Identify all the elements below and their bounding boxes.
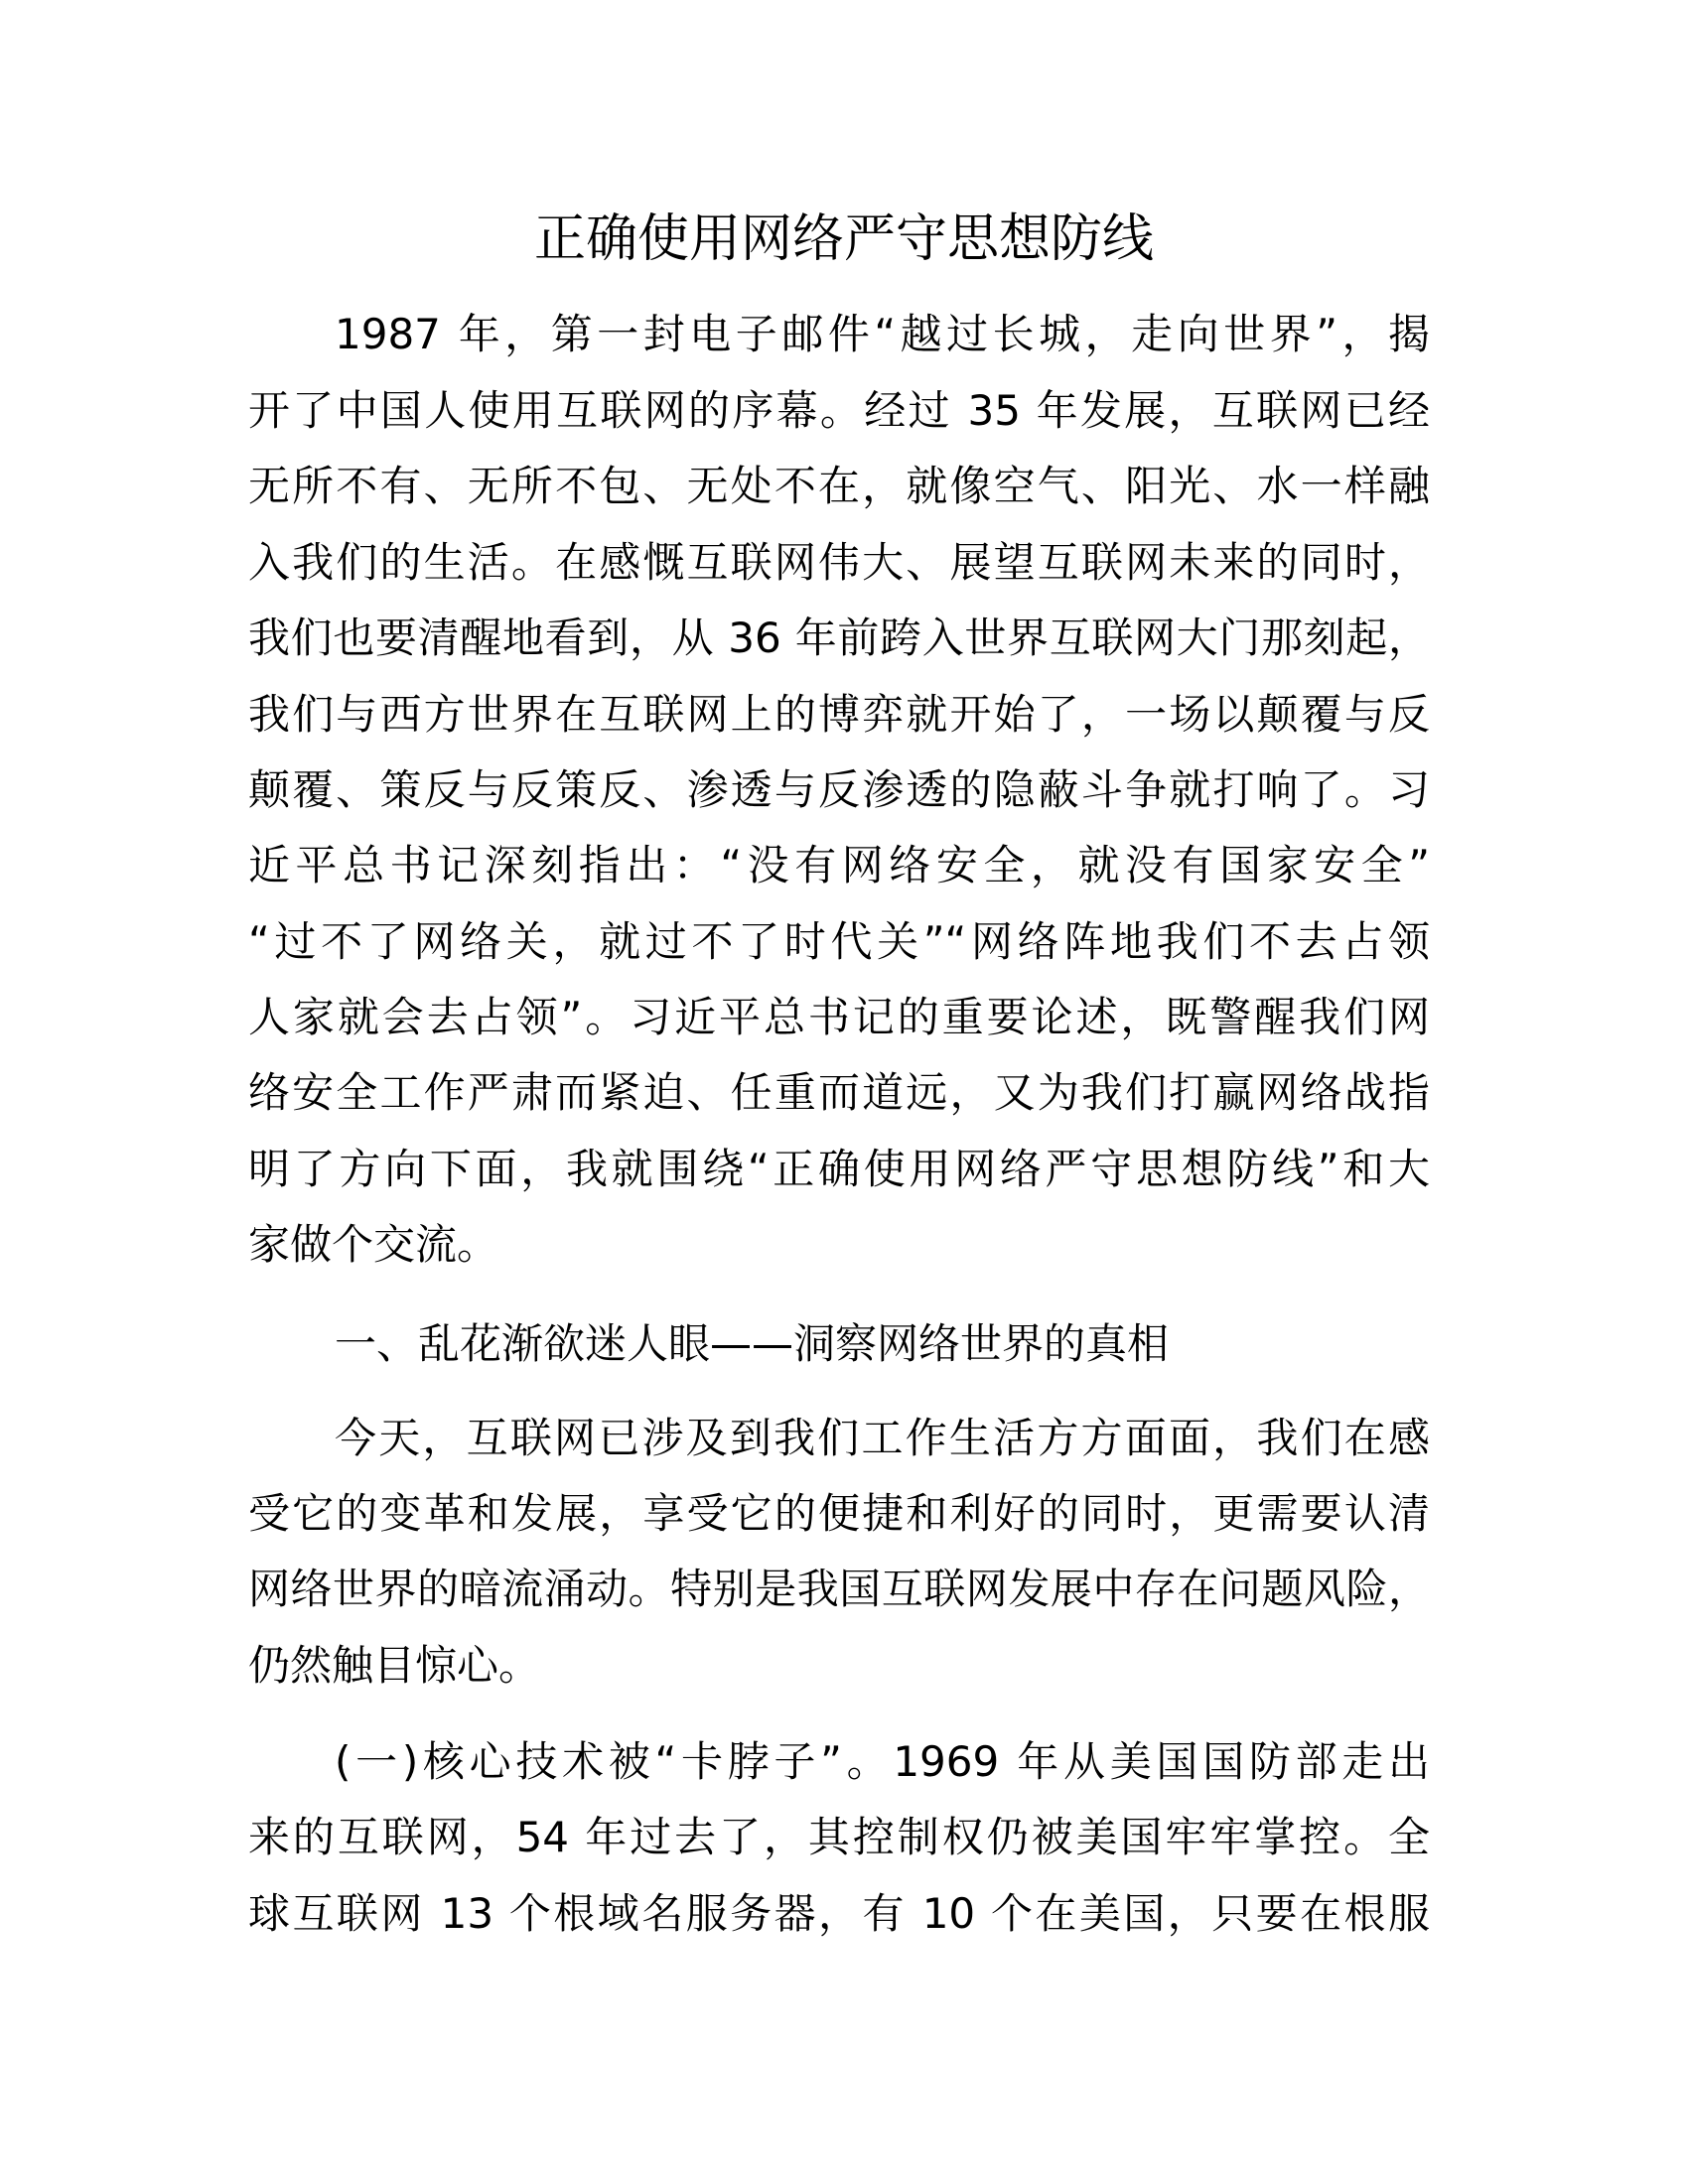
- paragraph-line: 家做个交流。: [248, 1220, 499, 1269]
- paragraph-line: 无所不有、无所不包、无处不在，就像空气、阳光、水一样融: [248, 462, 1430, 510]
- paragraph-line: 我们也要清醒地看到，从 36 年前跨入世界互联网大门那刻起，: [248, 614, 1430, 662]
- document-title: 正确使用网络严守思想防线: [533, 209, 1154, 269]
- paragraph-line: 今天，互联网已涉及到我们工作生活方方面面，我们在感: [335, 1414, 1430, 1462]
- paragraph-line: 明了方向下面，我就围绕“正确使用网络严守思想防线”和大: [248, 1145, 1430, 1193]
- paragraph-line: “过不了网络关，就过不了时代关”“网络阵地我们不去占领: [248, 917, 1430, 966]
- paragraph-line: 我们与西方世界在互联网上的博弈就开始了，一场以颠覆与反: [248, 690, 1430, 739]
- paragraph-line: 来的互联网，54 年过去了，其控制权仍被美国牢牢掌控。全: [248, 1813, 1430, 1861]
- paragraph-line: 入我们的生活。在感慨互联网伟大、展望互联网未来的同时，: [248, 538, 1430, 587]
- paragraph-line: (一)核心技术被“卡脖子”。1969 年从美国国防部走出: [335, 1737, 1430, 1786]
- paragraph-line: 近平总书记深刻指出：“没有网络安全，就没有国家安全”: [248, 841, 1430, 889]
- paragraph-line: 受它的变革和发展，享受它的便捷和利好的同时，更需要认清: [248, 1489, 1430, 1538]
- paragraph-line: 开了中国人使用互联网的序幕。经过 35 年发展，互联网已经: [248, 386, 1430, 435]
- paragraph-line: 网络世界的暗流涌动。特别是我国互联网发展中存在问题风险，: [248, 1565, 1430, 1613]
- paragraph-line: 仍然触目惊心。: [248, 1641, 541, 1690]
- paragraph-line: 球互联网 13 个根域名服务器，有 10 个在美国，只要在根服: [248, 1889, 1430, 1938]
- paragraph-line: 络安全工作严肃而紧迫、任重而道远，又为我们打赢网络战指: [248, 1068, 1430, 1117]
- paragraph-line: 1987 年，第一封电子邮件“越过长城，走向世界”，揭: [335, 310, 1430, 358]
- paragraph-line: 人家就会去占领”。习近平总书记的重要论述，既警醒我们网: [248, 993, 1430, 1041]
- paragraph-line: 颠覆、策反与反策反、渗透与反渗透的隐蔽斗争就打响了。习: [248, 765, 1430, 814]
- section-heading: 一、乱花渐欲迷人眼——洞察网络世界的真相: [335, 1319, 1170, 1368]
